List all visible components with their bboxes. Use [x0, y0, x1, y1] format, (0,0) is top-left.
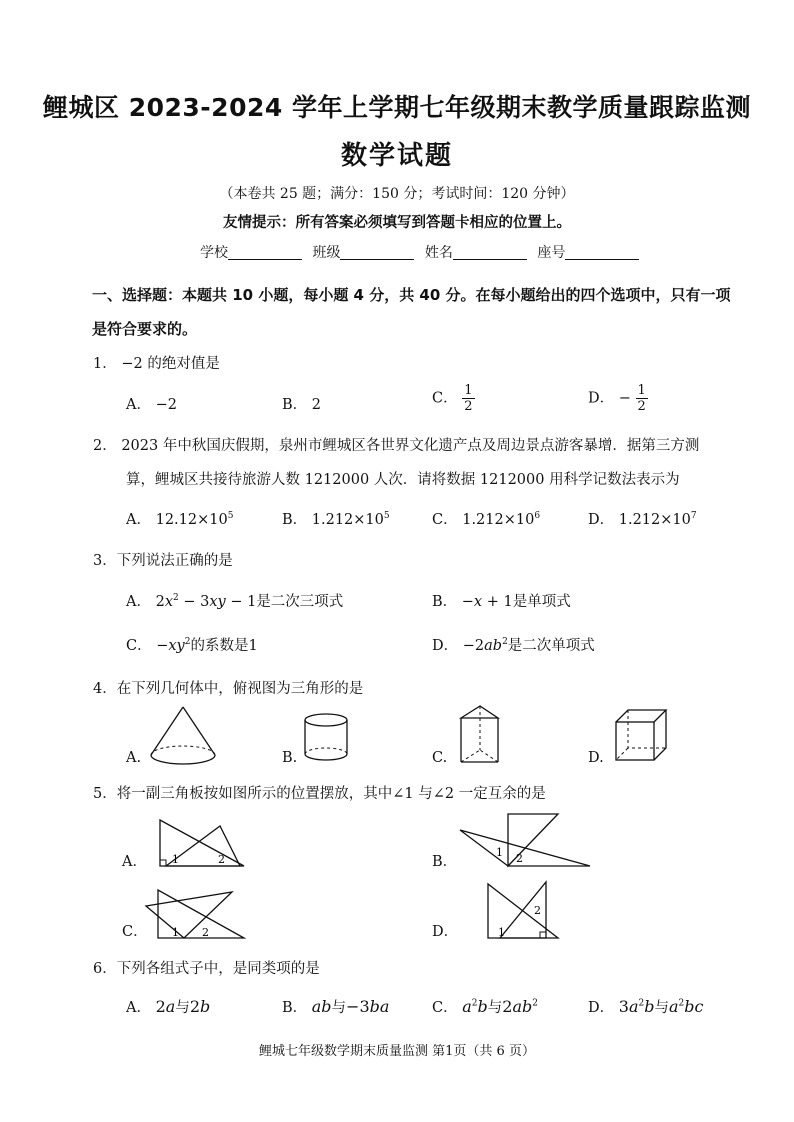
q5-a-angle1-label: 1 — [172, 853, 179, 866]
q2-option-b-base: 1.212×10 — [311, 512, 384, 528]
q2-option-a-base: 12.12×10 — [155, 512, 228, 528]
field-class-blank[interactable] — [340, 245, 414, 260]
q6-option-a-label: A． — [126, 1000, 151, 1016]
cube-figure — [614, 708, 670, 764]
q5-stem: 5．将一副三角板按如图所示的位置摆放，其中∠1 与∠2 一定互余的是 — [93, 786, 546, 802]
triangular-prism-figure — [456, 704, 506, 766]
q3-option-c[interactable] — [126, 634, 258, 655]
q6-option-a[interactable]: A． 2a与2b — [126, 997, 211, 1016]
q2-option-d[interactable] — [588, 508, 697, 529]
q3-option-d[interactable] — [432, 634, 595, 655]
q6-option-a-sep: 与 — [175, 1000, 190, 1016]
q3-option-a-label: A． — [126, 594, 151, 610]
q1-option-b[interactable]: B． 2 — [282, 397, 321, 413]
cylinder-figure — [302, 712, 352, 766]
q6-option-c-sep: 与 — [487, 1000, 503, 1016]
q2-stem-line1: 2． 2023 年中秋国庆假期，泉州市鲤城区各世界文化遗产点及周边景点游客暴增．据第三方测 — [93, 438, 700, 454]
exam-meta: （本卷共 25 题；满分：150 分；考试时间：120 分钟） — [219, 186, 575, 202]
q3-option-b[interactable] — [432, 590, 571, 611]
q4-option-a[interactable]: A. — [126, 750, 142, 766]
q6-option-b-sep: 与 — [331, 1000, 347, 1016]
q6-option-b[interactable]: B． ab与−3ba — [282, 997, 390, 1016]
field-name-blank[interactable] — [453, 245, 527, 260]
q5-b-angle1-label: 1 — [496, 846, 503, 859]
q3-option-c-text: 的系数是1 — [190, 638, 258, 654]
q5-a-angle2-label: 2 — [218, 853, 225, 866]
field-school-label: 学校 — [200, 245, 228, 261]
friendly-tip: 友情提示：所有答案必须填写到答题卡相应的位置上。 — [223, 214, 571, 231]
q5-c-angle1-label: 1 — [172, 926, 179, 939]
q6-option-d-label: D． — [588, 1000, 615, 1016]
q3-option-b-label: B． — [432, 594, 458, 610]
q2-option-b-exp: 5 — [383, 511, 390, 522]
q5-d-angle2-label: 2 — [534, 904, 541, 917]
field-class-label: 班级 — [312, 245, 341, 261]
q2-option-d-label: D． — [588, 512, 615, 528]
q2-option-d-exp: 7 — [690, 511, 697, 522]
q5-d-angle1-label: 1 — [498, 926, 505, 939]
q1-option-c-label: C． — [432, 390, 458, 407]
q3-option-b-text: 是单项式 — [512, 594, 571, 610]
section1-heading: 一、选择题：本题共 10 小题，每小题 4 分，共 40 分。在每小题给出的四个选项中，只有一项 — [92, 286, 731, 304]
q3-stem: 3．下列说法正确的是 — [93, 553, 233, 569]
q5-d-figure — [486, 880, 566, 944]
q1-option-d-label: D． − — [588, 390, 631, 407]
exam-subject-title: 数学试题 — [340, 141, 453, 171]
q5-option-a[interactable]: A． — [122, 854, 147, 870]
field-seat-blank[interactable] — [565, 245, 639, 260]
q5-a-figure — [158, 818, 250, 870]
q1-option-c[interactable] — [432, 383, 475, 414]
q5-b-figure — [458, 812, 598, 870]
q2-option-d-base: 1.212×10 — [618, 512, 691, 528]
student-info-fields — [200, 242, 645, 262]
q3-option-a-expr: $2x^2 - 3xy - 1$ — [155, 593, 257, 610]
q5-option-b[interactable]: B． — [432, 854, 458, 870]
q1-option-d-fraction: $\frac{1}{2}$ — [637, 383, 646, 414]
q6-option-d-sep: 与 — [654, 1000, 669, 1016]
q5-c-figure — [144, 886, 248, 942]
q2-option-b[interactable] — [282, 508, 390, 529]
q2-stem-line2: 算，鲤城区共接待旅游人数 1212000 人次．请将数据 1212000 用科学记数法表示为 — [126, 472, 680, 488]
q3-option-a-text: 是二次三项式 — [256, 594, 344, 610]
q3-option-c-label: C． — [126, 638, 152, 654]
q1-option-d[interactable] — [588, 383, 648, 414]
q2-option-a-label: A． — [126, 512, 151, 528]
q3-option-c-expr: $-xy^2$ — [156, 637, 191, 654]
exam-title: 鲤城区 2023-2024 学年上学期七年级期末教学质量跟踪监测 — [43, 93, 751, 122]
q3-option-d-label: D． — [432, 638, 459, 654]
q4-stem: 4．在下列几何体中，俯视图为三角形的是 — [93, 681, 364, 697]
q6-option-b-label: B． — [282, 1000, 308, 1016]
q5-c-angle2-label: 2 — [202, 926, 209, 939]
q2-option-a[interactable] — [126, 508, 233, 529]
q2-option-c[interactable] — [432, 508, 540, 529]
q2-option-c-base: 1.212×10 — [462, 512, 535, 528]
q4-option-b[interactable]: B. — [282, 750, 298, 766]
q3-option-d-expr: $-2ab^2$ — [462, 637, 508, 654]
field-school-blank[interactable] — [228, 245, 302, 260]
q2-option-b-label: B． — [282, 512, 308, 528]
q5-option-d[interactable]: D． — [432, 924, 459, 940]
cone-figure — [148, 705, 218, 767]
q2-option-c-exp: 6 — [534, 511, 541, 522]
q1-stem: 1． −2 的绝对值是 — [93, 356, 220, 372]
q6-option-d[interactable]: D． $3a^2b$与$a^2bc$ — [588, 997, 704, 1016]
q4-option-d[interactable]: D. — [588, 750, 604, 766]
q3-option-a[interactable] — [126, 590, 343, 611]
field-seat-label: 座号 — [537, 245, 566, 261]
q6-option-c[interactable]: C． $a^2b$与$2ab^2$ — [432, 997, 538, 1016]
section1-heading-cont: 是符合要求的。 — [92, 320, 198, 338]
q5-b-angle2-label: 2 — [516, 852, 523, 865]
page-footer: 鲤城七年级数学期末质量监测 第1页（共 6 页） — [259, 1044, 535, 1059]
q3-option-d-text: 是二次单项式 — [507, 638, 595, 654]
q2-option-c-label: C． — [432, 512, 458, 528]
q1-option-c-fraction: $\frac{1}{2}$ — [464, 383, 473, 414]
q6-stem: 6．下列各组式子中，是同类项的是 — [93, 961, 320, 977]
field-name-label: 姓名 — [424, 245, 453, 261]
q6-option-c-label: C． — [432, 1000, 458, 1016]
q2-option-a-exp: 5 — [227, 511, 234, 522]
q5-option-c[interactable]: C． — [122, 924, 148, 940]
q4-option-c[interactable]: C. — [432, 750, 448, 766]
q1-option-a[interactable]: A． −2 — [126, 397, 177, 413]
q3-option-b-expr: −x + 1 — [461, 594, 513, 610]
